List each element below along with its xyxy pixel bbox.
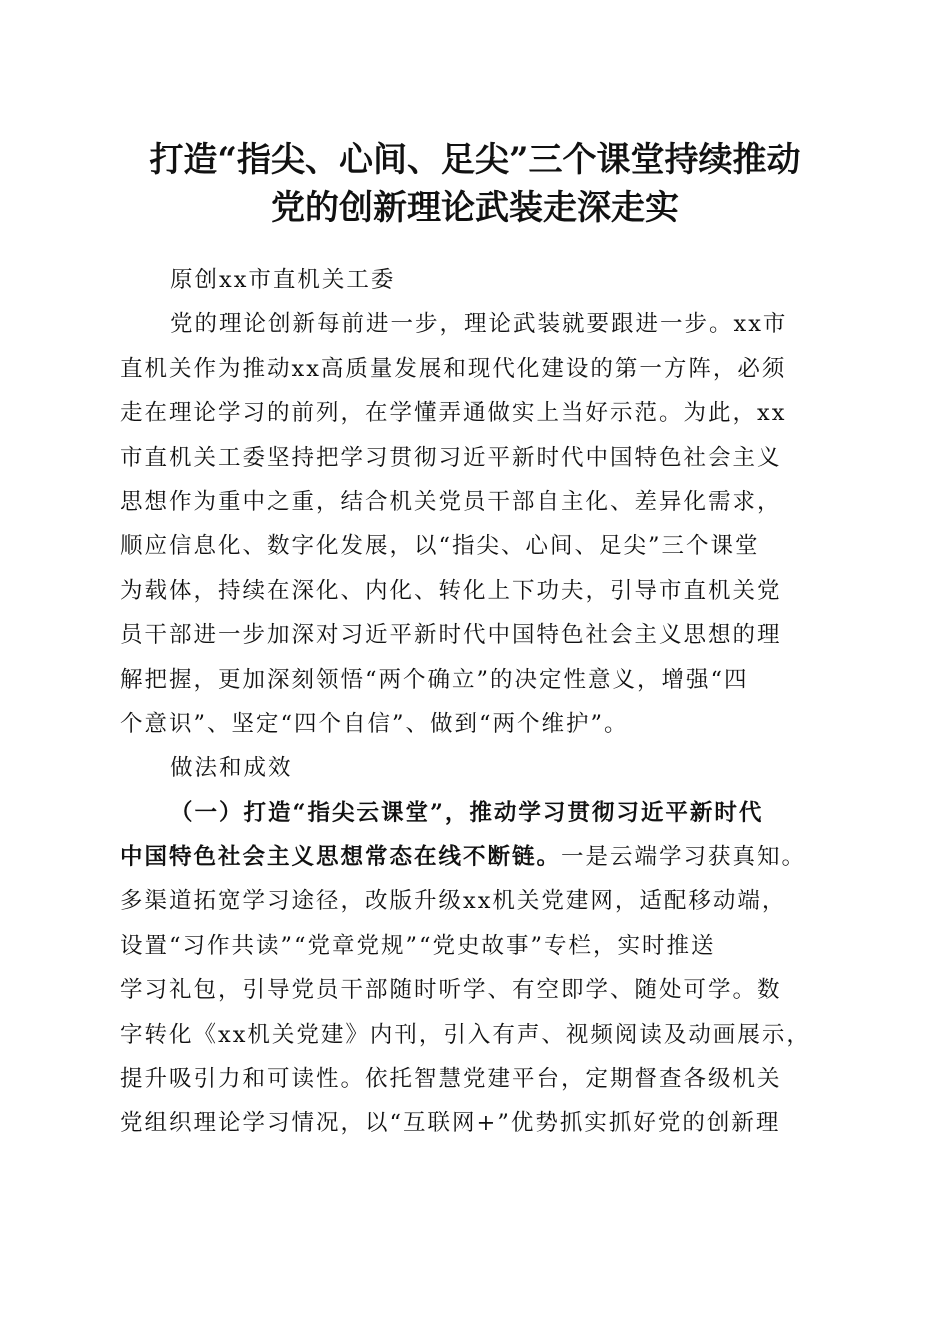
paragraph-line: 多渠道拓宽学习途径，改版升级xx机关党建网，适配移动端，: [120, 888, 787, 915]
section-one-paragraph: [120, 791, 832, 1146]
document-title: [100, 136, 850, 232]
paragraph-line: 员干部进一步加深对习近平新时代中国特色社会主义思想的理: [120, 622, 782, 649]
byline: 原创xx市直机关工委: [170, 267, 396, 293]
paragraph-line: 思想作为重中之重，结合机关党员干部自主化、差异化需求，: [120, 488, 782, 515]
paragraph-line: 字转化《xx机关党建》内刊，引入有声、视频阅读及动画展示，: [120, 1021, 811, 1048]
paragraph-line: 学习礼包，引导党员干部随时听学、有空即学、随处可学。数: [120, 977, 782, 1004]
subsection-heading-line: （一）打造“指尖云课堂”，推动学习贯彻习近平新时代: [170, 799, 764, 826]
paragraph-line: 为载体，持续在深化、内化、转化上下功夫，引导市直机关党: [120, 577, 782, 604]
paragraph-line: 市直机关工委坚持把学习贯彻习近平新时代中国特色社会主义: [120, 444, 782, 471]
paragraph-line: 党组织理论学习情况，以“互联网+”优势抓实抓好党的创新理: [120, 1110, 781, 1137]
paragraph-line: 提升吸引力和可读性。依托智慧党建平台，定期督查各级机关: [120, 1066, 782, 1093]
subsection-heading-line: 中国特色社会主义思想常态在线不断链。: [120, 844, 562, 871]
title-line-2: 党的创新理论武装走深走实: [271, 188, 679, 228]
paragraph-line: 个意识”、坚定“四个自信”、做到“两个维护”。: [120, 710, 629, 737]
paragraph-line: 设置“习作共读”“党章党规”“党史故事”专栏，实时推送: [120, 932, 716, 959]
paragraph-line: 直机关作为推动xx高质量发展和现代化建设的第一方阵，必须: [120, 355, 787, 382]
document-body: [120, 258, 832, 1146]
paragraph-line: 顺应信息化、数字化发展，以“指尖、心间、足尖”三个课堂: [120, 533, 760, 560]
paragraph-line: 解把握，更加深刻领悟“两个确立”的决定性意义，增强“四: [120, 666, 749, 693]
paragraph-line: 走在理论学习的前列，在学懂弄通做实上当好示范。为此，xx: [120, 400, 787, 427]
title-line-1: 打造“指尖、心间、足尖”三个课堂持续推动: [149, 140, 801, 180]
intro-paragraph: [120, 302, 832, 746]
paragraph-line: 党的理论创新每前进一步，理论武装就要跟进一步。xx市: [170, 311, 788, 338]
section-heading: 做法和成效: [170, 755, 293, 782]
paragraph-line: [120, 835, 832, 879]
paragraph-line-rest: 一是云端学习获真知。: [561, 844, 807, 871]
